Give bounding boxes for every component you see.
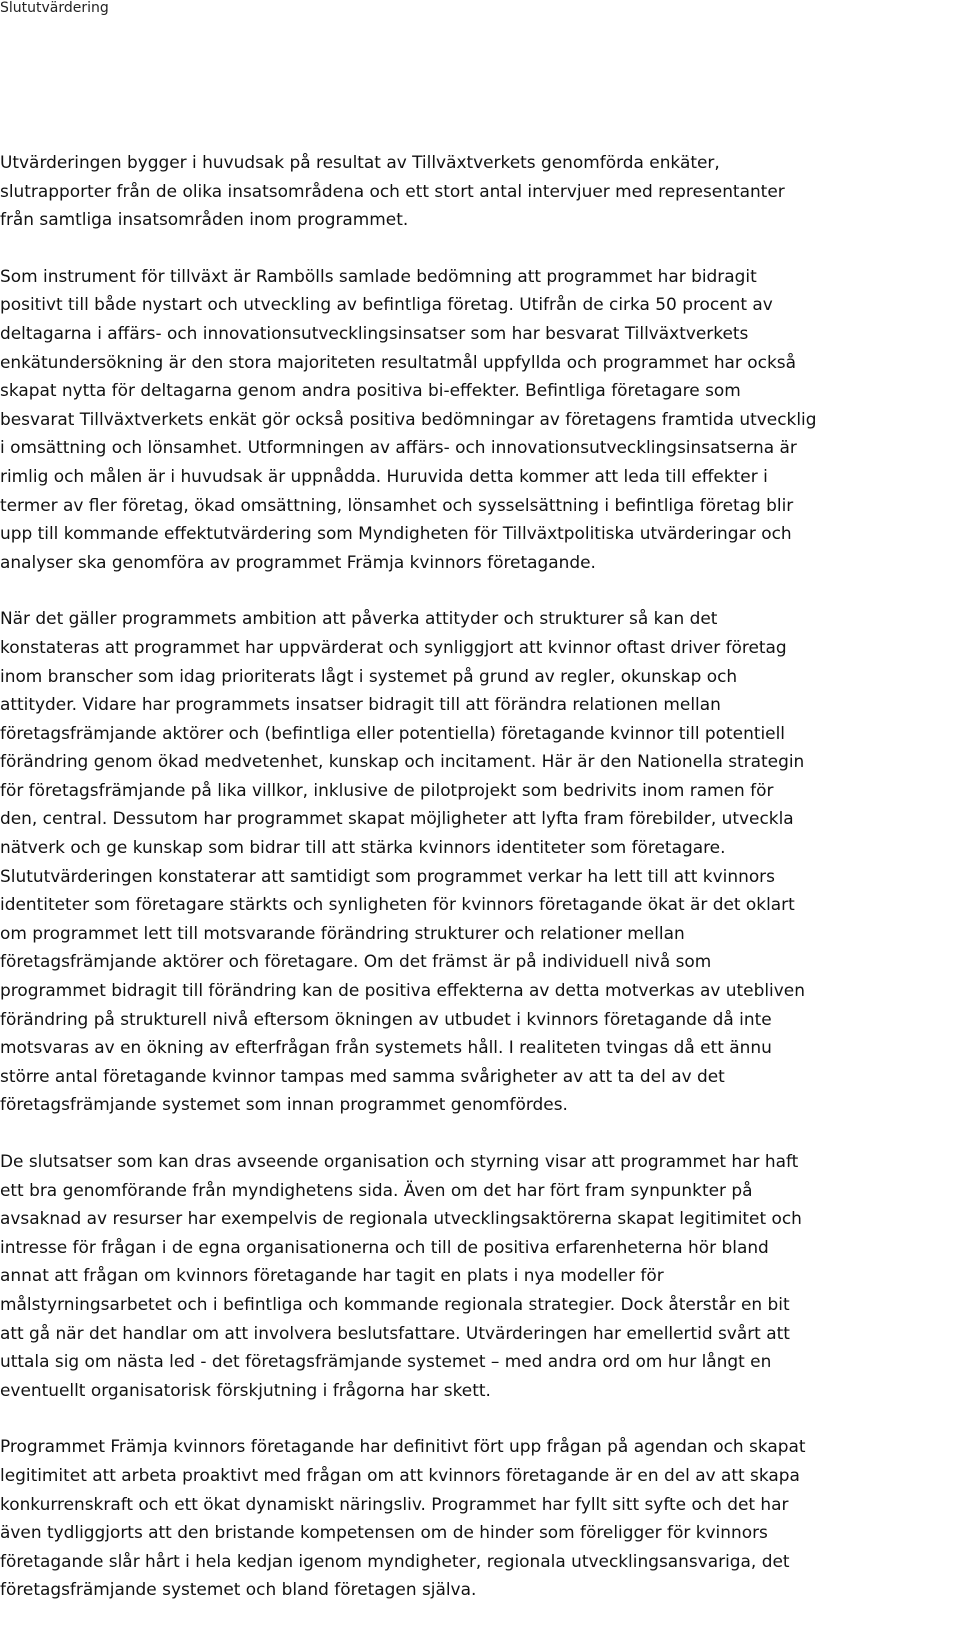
paragraph-line: enkätundersökning är den stora majoriteten resultatmål uppfyllda och programmet har också <box>0 351 796 372</box>
paragraph-line: Programmet Främja kvinnors företagande har definitivt fört upp frågan på agendan och skapat <box>0 1436 806 1457</box>
paragraph-line: ett bra genomförande från myndighetens sida. Även om det har fört fram synpunkter på <box>0 1179 753 1200</box>
document-body <box>0 148 958 1632</box>
paragraph-line: även tydliggjorts att den bristande kompetensen om de hinder som föreligger för kvinnors <box>0 1522 768 1543</box>
paragraph-line: intresse för frågan i de egna organisationerna och till de positiva erfarenheterna hör bland <box>0 1236 769 1257</box>
paragraph-line: konstateras att programmet har uppvärderat och synliggjort att kvinnor oftast driver företag <box>0 636 787 657</box>
paragraph-line: När det gäller programmets ambition att påverka attityder och strukturer så kan det <box>0 608 718 629</box>
paragraph-4 <box>0 1147 958 1404</box>
paragraph-line: för företagsfrämjande på lika villkor, inklusive de pilotprojekt som bedrivits inom ramen för <box>0 779 774 800</box>
paragraph-2 <box>0 262 958 577</box>
paragraph-1 <box>0 148 958 234</box>
paragraph-line: företagande slår hårt i hela kedjan igenom myndigheter, regionala utvecklingsansvariga, det <box>0 1550 790 1571</box>
paragraph-line: företagsfrämjande aktörer och (befintliga eller potentiella) företagande kvinnor till potentiell <box>0 722 785 743</box>
paragraph-line: att gå när det handlar om att involvera beslutsfattare. Utvärderingen har emellertid svårt att <box>0 1322 790 1343</box>
paragraph-line: avsaknad av resurser har exempelvis de regionala utvecklingsaktörerna skapat legitimitet och <box>0 1208 802 1229</box>
paragraph-line: slutrapporter från de olika insatsområdena och ett stort antal intervjuer med representanter <box>0 180 785 201</box>
page-header-title: Slututvärdering <box>0 0 109 16</box>
paragraph-line: programmet bidragit till förändring kan de positiva effekterna av detta motverkas av utebliven <box>0 980 805 1001</box>
paragraph-line: eventuellt organisatorisk förskjutning i frågorna har skett. <box>0 1379 491 1400</box>
paragraph-line: målstyrningsarbetet och i befintliga och kommande regionala strategier. Dock återstår en bit <box>0 1293 790 1314</box>
paragraph-line: deltagarna i affärs- och innovationsutvecklingsinsatser som har besvarat Tillväxtverkets <box>0 322 749 343</box>
paragraph-line: termer av fler företag, ökad omsättning, lönsamhet och sysselsättning i befintliga företag blir <box>0 494 794 515</box>
paragraph-line: om programmet lett till motsvarande förändring strukturer och relationer mellan <box>0 922 685 943</box>
paragraph-line: De slutsatser som kan dras avseende organisation och styrning visar att programmet har haft <box>0 1151 799 1171</box>
paragraph-line: nätverk och ge kunskap som bidrar till att stärka kvinnors identiteter som företagare. <box>0 837 726 858</box>
paragraph-line: företagsfrämjande systemet och bland företagen själva. <box>0 1579 477 1600</box>
paragraph-line: Utvärderingen bygger i huvudsak på resultat av Tillväxtverkets genomförda enkäter, <box>0 152 720 172</box>
paragraph-line: företagsfrämjande aktörer och företagare. Om det främst är på individuell nivå som <box>0 951 712 972</box>
paragraph-line: analyser ska genomföra av programmet Främja kvinnors företagande. <box>0 551 596 572</box>
paragraph-line: konkurrenskraft och ett ökat dynamiskt näringsliv. Programmet har fyllt sitt syfte och det har <box>0 1493 789 1514</box>
paragraph-line: motsvaras av en ökning av efterfrågan från systemets håll. I realiteten tvingas då ett ännu <box>0 1037 772 1058</box>
paragraph-3 <box>0 604 958 1119</box>
paragraph-line: större antal företagande kvinnor tampas med samma svårigheter av att ta del av det <box>0 1065 725 1086</box>
paragraph-line: den, central. Dessutom har programmet skapat möjligheter att lyfta fram förebilder, utveckla <box>0 808 794 829</box>
paragraph-line: i omsättning och lönsamhet. Utformningen av affärs- och innovationsutvecklingsinsatserna är <box>0 437 797 458</box>
paragraph-line: Slututvärderingen konstaterar att samtidigt som programmet verkar ha lett till att kvinnors <box>0 865 775 886</box>
paragraph-line: Som instrument för tillväxt är Rambölls samlade bedömning att programmet har bidragit <box>0 265 757 286</box>
paragraph-line: upp till kommande effektutvärdering som Myndigheten för Tillväxtpolitiska utvärderingar och <box>0 523 792 544</box>
paragraph-line: rimlig och målen är i huvudsak är uppnådda. Huruvida detta kommer att leda till effekter i <box>0 465 768 486</box>
paragraph-5 <box>0 1432 958 1604</box>
paragraph-line: legitimitet att arbeta proaktivt med frågan om att kvinnors företagande är en del av att skapa <box>0 1464 800 1485</box>
paragraph-line: inom branscher som idag prioriterats lågt i systemet på grund av regler, okunskap och <box>0 665 738 686</box>
paragraph-line: positivt till både nystart och utveckling av befintliga företag. Utifrån de cirka 50 procent av <box>0 294 773 315</box>
paragraph-line: besvarat Tillväxtverkets enkät gör också positiva bedömningar av företagens framtida utvecklig <box>0 408 817 429</box>
paragraph-line: förändring genom ökad medvetenhet, kunskap och incitament. Här är den Nationella strategin <box>0 751 805 772</box>
paragraph-line: från samtliga insatsområden inom programmet. <box>0 209 409 230</box>
paragraph-line: uttala sig om nästa led - det företagsfrämjande systemet – med andra ord om hur långt en <box>0 1351 772 1372</box>
paragraph-line: identiteter som företagare stärkts och synligheten för kvinnors företagande ökat är det oklart <box>0 894 795 915</box>
paragraph-line: företagsfrämjande systemet som innan programmet genomfördes. <box>0 1094 568 1115</box>
paragraph-line: förändring på strukturell nivå eftersom ökningen av utbudet i kvinnors företagande då inte <box>0 1008 772 1029</box>
paragraph-line: annat att frågan om kvinnors företagande har tagit en plats i nya modeller för <box>0 1265 664 1286</box>
paragraph-line: attityder. Vidare har programmets insatser bidragit till att förändra relationen mellan <box>0 694 721 715</box>
paragraph-line: skapat nytta för deltagarna genom andra positiva bi-effekter. Befintliga företagare som <box>0 380 741 401</box>
